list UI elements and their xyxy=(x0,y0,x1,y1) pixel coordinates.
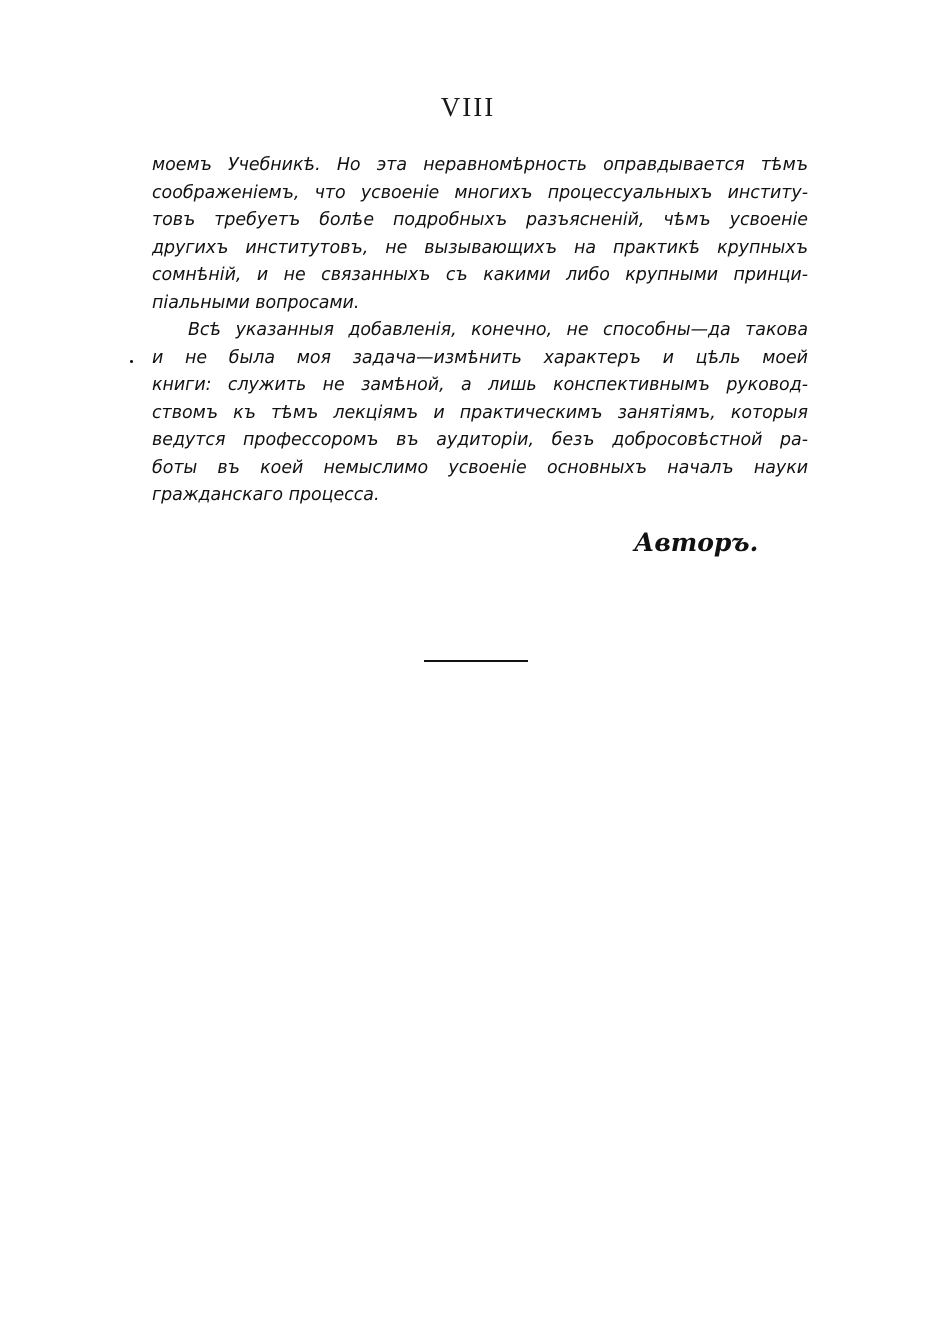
ink-speck xyxy=(130,360,133,363)
text-line: гражданскаго процесса. xyxy=(152,485,380,505)
preface-text xyxy=(152,152,808,510)
text-line: сомнѣній, и не связанныхъ съ какими либо крупными принци- xyxy=(152,265,808,285)
text-line: ствомъ къ тѣмъ лекціямъ и практическимъ занятіямъ, которыя xyxy=(152,402,808,423)
text-line: книги: служить не замѣной, а лишь конспективнымъ руковод- xyxy=(152,375,808,395)
paragraph-1 xyxy=(152,152,808,317)
text-line: и не была моя задача—измѣнить характеръ и цѣль моей xyxy=(152,347,808,368)
closing-rule xyxy=(424,660,528,662)
text-line: моемъ Учебникѣ. Но эта неравномѣрность оправдывается тѣмъ xyxy=(152,155,808,175)
paragraph-2 xyxy=(152,317,808,510)
text-line: піальными вопросами. xyxy=(152,292,360,313)
text-line: товъ требуетъ болѣе подробныхъ разъясненій, чѣмъ усвоеніе xyxy=(152,210,808,230)
page-number: VIII xyxy=(440,92,496,122)
author-signature: Авторъ. xyxy=(634,528,759,557)
text-line: соображеніемъ, что усвоеніе многихъ процессуальныхъ институ- xyxy=(152,182,808,203)
text-line: боты въ коей немыслимо усвоеніе основныхъ началъ науки xyxy=(152,457,808,478)
text-line: другихъ институтовъ, не вызывающихъ на практикѣ крупныхъ xyxy=(152,237,808,258)
text-line: ведутся профессоромъ въ аудиторіи, безъ добросовѣстной ра- xyxy=(152,430,808,450)
text-line: Всѣ указанныя добавленія, конечно, не способны—да такова xyxy=(188,320,808,340)
